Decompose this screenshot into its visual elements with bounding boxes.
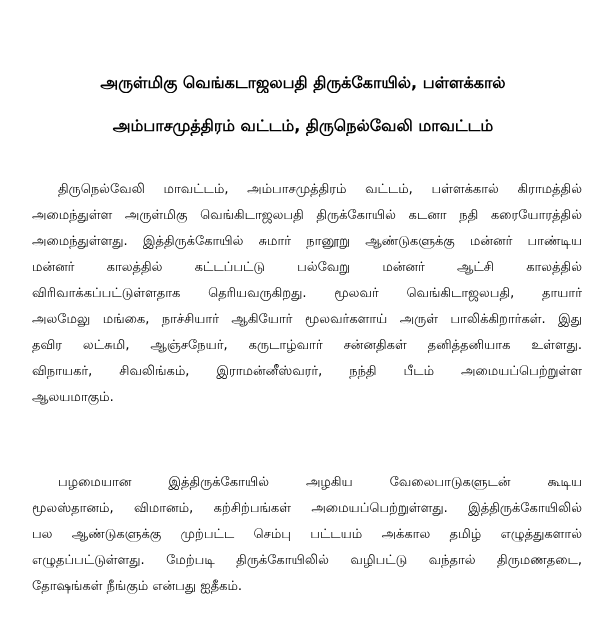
paragraph-line: அமைந்துள்ள அருள்மிகு வெங்கிடாஜலபதி திருக்கோயில் கடனா நதி கரையோரத்தில் <box>32 208 582 223</box>
paragraph-features <box>32 470 582 600</box>
paragraph-line: தவிர லட்சுமி, ஆஞ்சநேயர், கருடாழ்வார் சன்னதிகள் தனித்தனியாக உள்ளது. <box>32 338 582 353</box>
paragraph-line: அமைந்துள்ளது. இத்திருக்கோயில் சுமார் நானூறு ஆண்டுகளுக்கு மன்னர் பாண்டிய <box>32 234 582 249</box>
paragraph-line: மூலஸ்தானம், விமானம், கற்சிற்பங்கள் அமையப்பெற்றுள்ளது. இத்திருக்கோயிலில் <box>32 501 582 516</box>
paragraph-line: விநாயகர், சிவலிங்கம், இராமன்னீஸ்வரர், நந்தி பீடம் அமையப்பெற்றுள்ள <box>32 364 582 379</box>
paragraph-line: விரிவாக்கப்பட்டுள்ளதாக தெரியவருகிறது. மூலவர் வெங்கிடாஜலபதி, தாயார் <box>32 286 582 301</box>
paragraph-line: திருநெல்வேலி மாவட்டம், அம்பாசமுத்திரம் வட்டம், பள்ளக்கால் கிராமத்தில் <box>58 182 582 197</box>
paragraph-line: எழுதப்பட்டுள்ளது. மேற்படி திருக்கோயிலில் வழிபட்டு வந்தால் திருமணதடை, <box>32 553 582 568</box>
paragraph-line: அலமேலு மங்கை, நாச்சியார் ஆகியோர் மூலவர்களாய் அருள் பாலிக்கிறார்கள். இது <box>32 312 582 327</box>
paragraph-line: பழமையான இத்திருக்கோயில் அழகிய வேலைபாடுகளுடன் கூடிய <box>58 475 582 490</box>
paragraph-line: மன்னர் காலத்தில் கட்டப்பட்டு பல்வேறு மன்னர் ஆட்சி காலத்தில் <box>32 260 582 275</box>
paragraph-line: பல ஆண்டுகளுக்கு முற்பட்ட செம்பு பட்டயம் அக்கால தமிழ் எழுத்துகளால் <box>32 527 582 542</box>
document-title-line-1: அருள்மிகு வெங்கடாஜலபதி திருக்கோயில், பள்ளக்கால் <box>100 73 506 92</box>
paragraph-line: தோஷங்கள் நீங்கும் என்பது ஐதீகம். <box>32 579 243 594</box>
paragraph-line: ஆலயமாகும். <box>32 390 114 405</box>
document-title-line-2: அம்பாசமுத்திரம் வட்டம், திருநெல்வேலி மாவட்டம் <box>112 116 494 135</box>
paragraph-history <box>32 177 582 411</box>
